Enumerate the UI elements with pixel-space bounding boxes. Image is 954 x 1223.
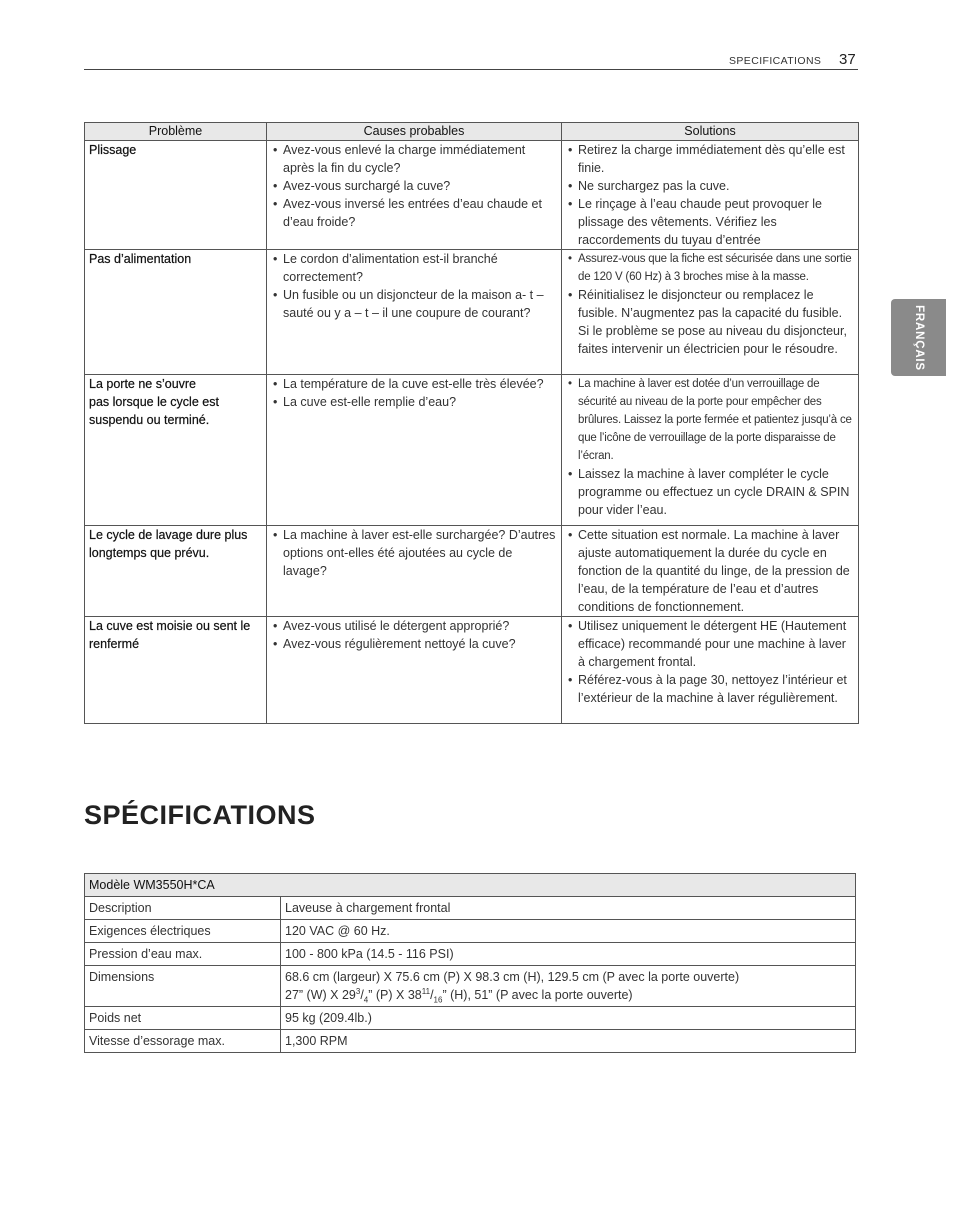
spec-row	[85, 920, 856, 943]
dim-text: 27” (W) X 29	[285, 988, 356, 1002]
problem-cell	[85, 526, 267, 617]
header-divider	[84, 69, 858, 70]
spec-row	[85, 897, 856, 920]
solution-item: • Utilisez uniquement le détergent HE (Hautement efficace) recommandé pour une machine à laver à chargement frontal.	[566, 617, 856, 671]
causes-cell	[267, 375, 562, 526]
spec-label: Description	[85, 897, 281, 920]
cause-item: • Avez-vous enlevé la charge immédiatement après la fin du cycle?	[271, 141, 559, 177]
cause-item: • La machine à laver est-elle surchargée? D’autres options ont-elles été ajoutées au cycle de lavage?	[271, 526, 559, 580]
fraction-denominator: 4	[363, 995, 369, 1005]
cause-item: • Avez-vous utilisé le détergent approprié?	[271, 617, 559, 635]
solutions-cell	[562, 375, 859, 526]
spec-row	[85, 966, 856, 1007]
cause-item: • Avez-vous régulièrement nettoyé la cuve?	[271, 635, 559, 653]
dim-text: ” (H), 51” (P avec la porte ouverte)	[442, 988, 633, 1002]
model-name: Modèle WM3550H*CA	[85, 874, 856, 897]
spec-row	[85, 1030, 856, 1053]
language-tab	[891, 299, 946, 376]
spec-label: Vitesse d’essorage max.	[85, 1030, 281, 1053]
cause-item: • La température de la cuve est-elle très élevée?	[271, 375, 559, 393]
causes-cell	[267, 526, 562, 617]
spec-value: 120 VAC @ 60 Hz.	[281, 920, 856, 943]
dimensions-imperial: 27” (W) X $29^3/_4$” (P) X $38^{11}/_{16}$” (H), 51” (P avec la porte ouverte)	[285, 986, 633, 1005]
spec-value	[281, 966, 856, 1007]
problem-cell	[85, 141, 267, 250]
problem-text: La cuve est moisie ou sent le renfermé	[89, 619, 251, 651]
language-tab-label: FRANÇAIS	[912, 304, 925, 371]
cause-item: • Un fusible ou un disjoncteur de la maison a- t – sauté ou y a – t – il une coupure de courant?	[271, 286, 559, 322]
spec-row	[85, 1007, 856, 1030]
spec-value: 100 - 800 kPa (14.5 - 116 PSI)	[281, 943, 856, 966]
spec-label: Exigences électriques	[85, 920, 281, 943]
problem-text: pas lorsque le cycle est	[89, 395, 219, 409]
solutions-cell	[562, 141, 859, 250]
problem-text: Plissage	[89, 143, 137, 157]
table-row	[85, 617, 859, 724]
fraction-numerator: 11	[421, 986, 431, 996]
specifications-table	[84, 873, 856, 1053]
table-row	[85, 141, 859, 250]
problem-text: Pas d’alimentation	[89, 252, 192, 266]
problem-cell	[85, 617, 267, 724]
problem-text: Le cycle de lavage dure plus longtemps que prévu.	[89, 528, 248, 560]
header-section-title: SPECIFICATIONS	[729, 55, 822, 67]
troubleshooting-header-row	[85, 123, 859, 141]
column-header-problem: Problème	[85, 123, 267, 141]
solution-item: • Le rinçage à l’eau chaude peut provoquer le plissage des vêtements. Vérifiez les raccordements du tuyau d’entrée	[566, 195, 856, 249]
cause-item: • Le cordon d’alimentation est-il branché correctement?	[271, 250, 559, 286]
solution-item: • Assurez-vous que la fiche est sécurisée dans une sortie de 120 V (60 Hz) à 3 broches mise à la masse.	[566, 250, 856, 286]
spec-value: 95 kg (209.4lb.)	[281, 1007, 856, 1030]
spec-label: Dimensions	[85, 966, 281, 1007]
solution-item: • Ne surchargez pas la cuve.	[566, 177, 856, 195]
page-number: 37	[839, 51, 856, 68]
problem-cell	[85, 250, 267, 375]
dimensions-metric: 68.6 cm (largeur) X 75.6 cm (P) X 98.3 cm (H), 129.5 cm (P avec la porte ouverte)	[285, 970, 740, 984]
solutions-cell	[562, 617, 859, 724]
table-row	[85, 250, 859, 375]
specifications-heading: SPÉCIFICATIONS	[84, 800, 316, 830]
table-row	[85, 526, 859, 617]
solution-item: • Cette situation est normale. La machine à laver ajuste automatiquement la durée du cycle en fonction de la quantité du linge, de la pression de l’eau, de la température de l’eau et d’autres conditions de fonctionnement.	[566, 526, 856, 616]
spec-row	[85, 943, 856, 966]
problem-cell	[85, 375, 267, 526]
model-row	[85, 874, 856, 897]
problem-text: La porte ne s’ouvre	[89, 377, 197, 391]
solution-item: • Laissez la machine à laver compléter le cycle programme ou effectuez un cycle DRAIN & SPIN pour vider l’eau.	[566, 465, 856, 519]
solution-item: • Retirez la charge immédiatement dès qu’elle est finie.	[566, 141, 856, 177]
column-header-solutions: Solutions	[562, 123, 859, 141]
spec-value: 1,300 RPM	[281, 1030, 856, 1053]
problem-text: suspendu ou terminé.	[89, 413, 210, 427]
cause-item: • Avez-vous inversé les entrées d’eau chaude et d’eau froide?	[271, 195, 559, 231]
causes-cell	[267, 141, 562, 250]
table-row	[85, 375, 859, 526]
cause-item: • Avez-vous surchargé la cuve?	[271, 177, 559, 195]
troubleshooting-table	[84, 122, 859, 724]
solutions-cell	[562, 526, 859, 617]
spec-label: Poids net	[85, 1007, 281, 1030]
solutions-cell	[562, 250, 859, 375]
fraction-numerator: 3	[355, 986, 361, 996]
spec-label: Pression d’eau max.	[85, 943, 281, 966]
causes-cell	[267, 250, 562, 375]
causes-cell	[267, 617, 562, 724]
solution-item: • Référez-vous à la page 30, nettoyez l’intérieur et l’extérieur de la machine à laver régulièrement.	[566, 671, 856, 707]
cause-item: • La cuve est-elle remplie d’eau?	[271, 393, 559, 411]
column-header-causes: Causes probables	[267, 123, 562, 141]
fraction-denominator: 16	[433, 995, 443, 1005]
solution-item: • La machine à laver est dotée d’un verrouillage de sécurité au niveau de la porte pour empêcher des brûlures. Laissez la porte fermée et patientez jusqu’à ce que l’icône de verrouillage de la porte disparaisse de l’écran.	[566, 375, 856, 465]
dim-text: ” (P) X 38	[368, 988, 422, 1002]
solution-item: • Réinitialisez le disjoncteur ou remplacez le fusible. N’augmentez pas la capacité du fusible. Si le problème se pose au niveau du disjoncteur, faites intervenir un électricien pour le résoudre.	[566, 286, 856, 358]
spec-value: Laveuse à chargement frontal	[281, 897, 856, 920]
